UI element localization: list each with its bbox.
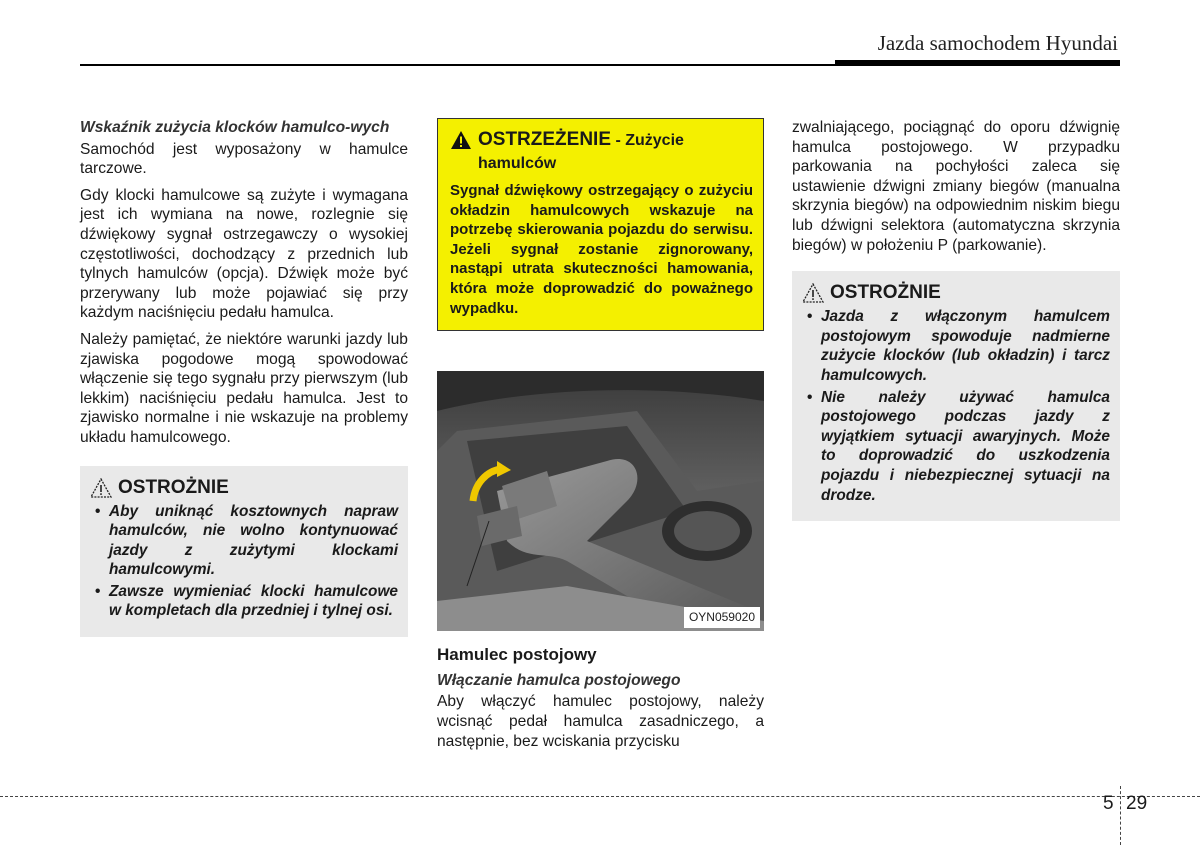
caution-title	[90, 478, 398, 498]
footer-divider	[0, 796, 1200, 797]
caution-title	[802, 283, 1110, 303]
page-number: 29	[1126, 793, 1148, 814]
column-2	[437, 118, 764, 758]
list-item: • Jazda z włączonym hamulcem postojowym spowoduje nadmierne zużycie klocków (lub okładzin) i tarcz hamulcowych.	[802, 307, 1110, 385]
caution-title-text: OSTROŻNIE	[830, 282, 941, 304]
warning-title-suffix: - Zużycie	[611, 132, 684, 149]
caution-triangle-icon	[802, 283, 824, 303]
list-item: • Nie należy używać hamulca postojowego podczas jazdy z wyjątkiem sytuacji awaryjnych. Może to doprowadzić do uszkodzenia pojazdu i niebezpiecznej sytuacji na drodze.	[802, 388, 1110, 506]
warning-title-line2: hamulców	[478, 155, 557, 172]
caution-list	[802, 307, 1110, 505]
caution-list	[90, 502, 398, 622]
caution-triangle-icon	[90, 478, 112, 498]
warning-triangle-icon	[450, 130, 472, 150]
caution-box	[80, 466, 408, 638]
header-rule-thick	[835, 60, 1120, 66]
chapter-number: 5	[1103, 793, 1114, 814]
warning-box	[437, 118, 764, 331]
caution-box	[792, 271, 1120, 521]
list-item: • Aby uniknąć kosztownych napraw hamulców, nie wolno kontynuować jazdy z zużytymi klockami hamulcowymi.	[90, 502, 398, 580]
brake-wear-indicator-heading: Wskaźnik zużycia klocków hamulco-wych	[80, 119, 390, 136]
paragraph: zwalniającego, pociągnąć do oporu dźwignię hamulca postojowego. W przypadku parkowania na pochyłości zaleca się ustawienie dźwigni zmiany biegów (manualna skrzynia biegów) na odpowiednim niskim biegu lub dźwigni selektora (automatyczna skrzynia biegów) w położeniu P (parkowanie).	[792, 119, 1120, 254]
warning-title-text: OSTRZEŻENIE	[478, 129, 612, 150]
warning-body: Sygnał dźwiękowy ostrzegający o zużyciu okładzin hamulcowych wskazuje na potrzebę skierowania pojazdu do serwisu. Jeżeli sygnał zostanie zignorowany, nastąpi utrata skuteczności hamowania, która może doprowadzić do poważnego wypadku.	[450, 182, 753, 317]
warning-title	[450, 129, 753, 175]
footer-vertical-divider	[1120, 786, 1121, 845]
column-1	[80, 118, 408, 637]
paragraph: Gdy klocki hamulcowe są zużyte i wymagana jest ich wymiana na nowe, rozlegnie się dźwiękowy sygnał ostrzegawczy o wysokiej częstotliwości, dochodzący z przednich lub tylnych hamulców (opcja). Dźwięk może być przerywany lub może pojawiać się przy każdym naciśnięciu pedału hamulca.	[80, 186, 408, 322]
paragraph: Należy pamiętać, że niektóre warunki jazdy lub zjawiska pogodowe mogą spowodować włączenie się tego sygnału przy pierwszym (lub lekkim) naciśnięciu pedału hamulca. Jest to zjawisko normalne i nie wskazuje na problemy układu hamulcowego.	[80, 330, 408, 446]
parking-brake-heading: Hamulec postojowy	[437, 645, 597, 665]
list-item: • Zawsze wymieniać klocki hamulcowe w kompletach dla przedniej i tylnej osi.	[90, 582, 398, 621]
parking-brake-photo	[437, 371, 764, 631]
photo-caption: OYN059020	[684, 607, 760, 629]
paragraph: Samochód jest wyposażony w hamulce tarczowe.	[80, 140, 408, 178]
header-title: Jazda samochodem Hyundai	[877, 31, 1118, 55]
paragraph: Aby włączyć hamulec postojowy, należy wcisnąć pedał hamulca zasadniczego, a następnie, bez wciskania przycisku	[437, 693, 764, 750]
column-3	[792, 118, 1120, 521]
parking-brake-illustration	[437, 371, 764, 631]
caution-title-text: OSTROŻNIE	[118, 476, 229, 498]
parking-brake-subheading: Włączanie hamulca postojowego	[437, 671, 681, 689]
